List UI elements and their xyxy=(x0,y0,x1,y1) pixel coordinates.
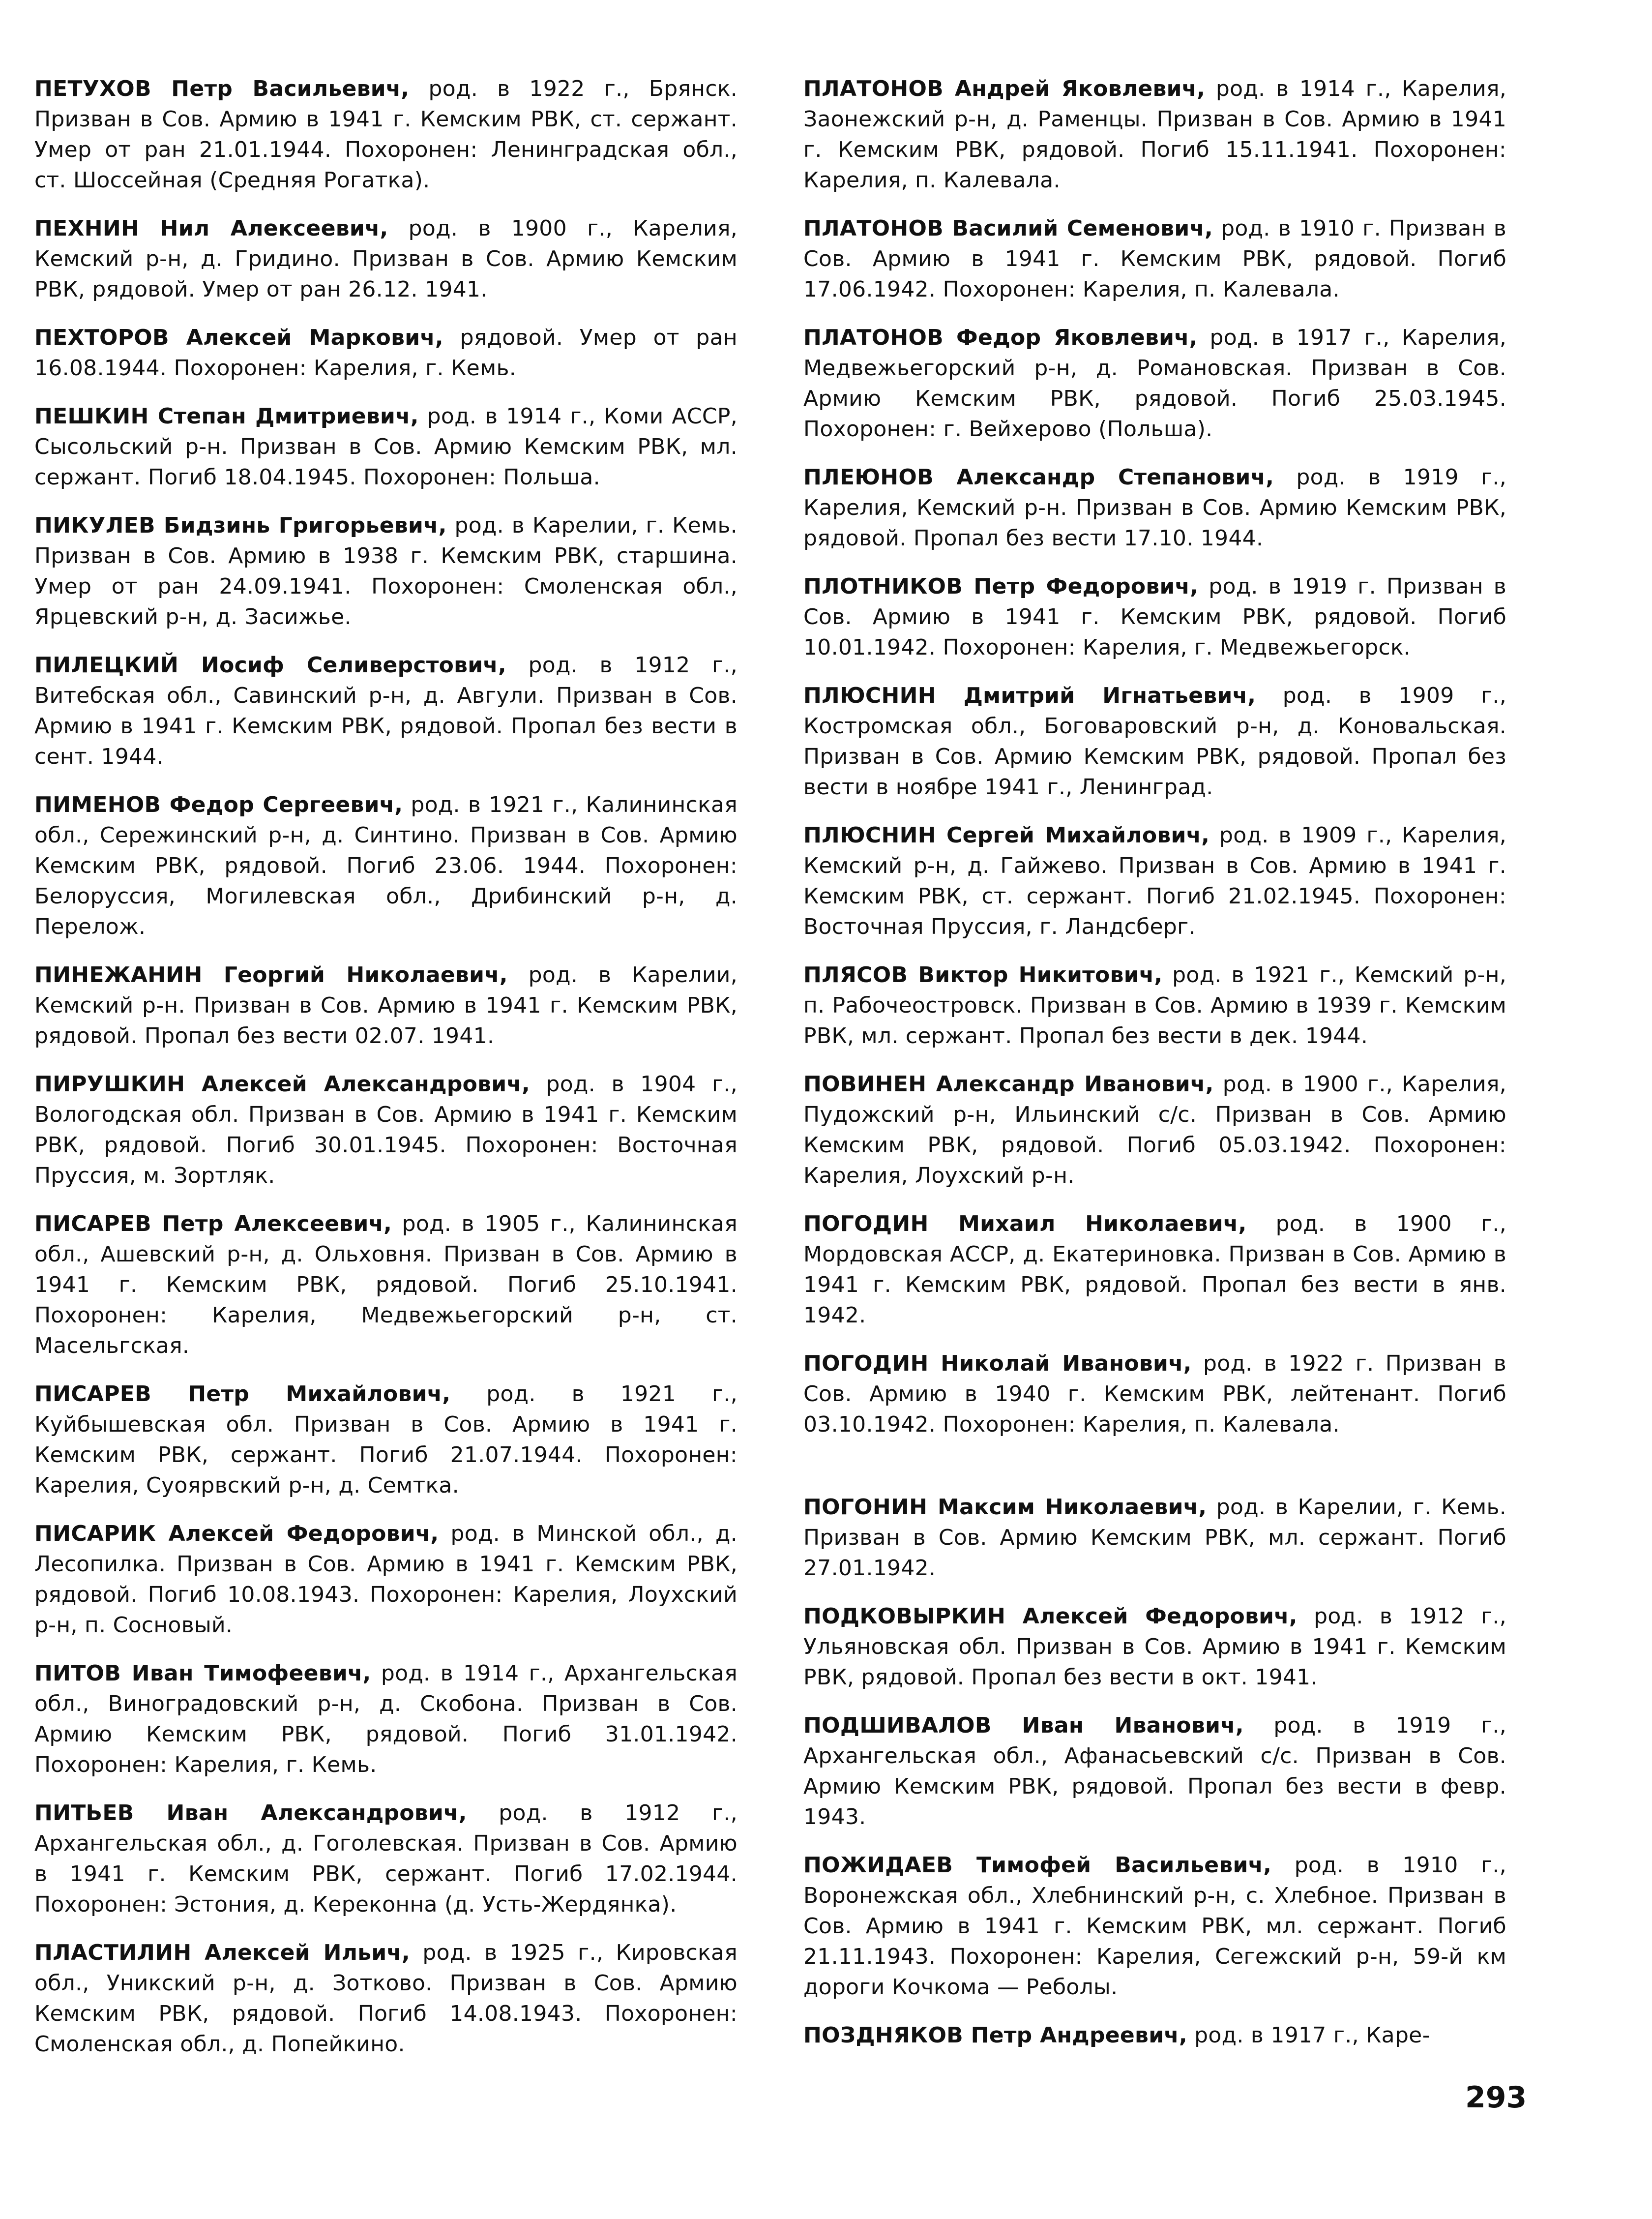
biography-entry xyxy=(34,1798,738,1920)
biography-entry xyxy=(803,1710,1506,1832)
person-name: ПИСАРЕВ Петр Михайлович, xyxy=(34,1381,451,1407)
biography-entry xyxy=(34,74,738,196)
left-column xyxy=(34,74,738,2077)
person-details: род. в 1917 г., Карелия, Медвежьегорский р-н, д. Романовская. Призван в Сов. Армию Кемским РВК, рядовой. Погиб 25.03.1945. Похоронен: г. Вейхерово (Польша). xyxy=(803,325,1506,442)
person-details: род. в 1910 г. Призван в Сов. Армию в 1941 г. Кемским РВК, рядовой. Погиб 17.06.1942. Похоронен: Карелия, п. Калевала. xyxy=(803,216,1506,302)
biography-entry xyxy=(803,820,1506,942)
person-details: род. в 1912 г., Архангельская обл., д. Гоголевская. Призван в Сов. Армию в 1941 г. Кемским РВК, сержант. Погиб 17.02.1944. Похоронен: Эстония, д. Кереконна (д. Усть-Жердянка). xyxy=(34,1800,738,1917)
person-name: ПОГОДИН Николай Иванович, xyxy=(803,1351,1192,1376)
biography-entry xyxy=(34,510,738,632)
person-name: ПЛЮСНИН Сергей Михайлович, xyxy=(803,823,1210,848)
person-details: род. в 1900 г., Карелия, Кемский р-н, д. Гридино. Призван в Сов. Армию Кемским РВК, рядовой. Умер от ран 26.12. 1941. xyxy=(34,216,738,302)
person-name: ПЛОТНИКОВ Петр Федорович, xyxy=(803,574,1199,599)
biography-entry xyxy=(803,2020,1506,2051)
biography-entry xyxy=(34,213,738,305)
person-name: ПЛАТОНОВ Федор Яковлевич, xyxy=(803,325,1198,350)
person-details: род. в 1905 г., Калининская обл., Ашевский р-н, д. Ольховня. Призван в Сов. Армию в 1941 г. Кемским РВК, рядовой. Погиб 25.10.1941. Похоронен: Карелия, Медвежьегорский р-н, ст. Масельгская. xyxy=(34,1211,738,1358)
person-name: ПОГОДИН Михаил Николаевич, xyxy=(803,1211,1247,1236)
biography-entry xyxy=(34,323,738,384)
person-name: ПЛАТОНОВ Василий Семенович, xyxy=(803,216,1213,241)
biography-entry xyxy=(34,1209,738,1361)
person-details: рядовой. Умер от ран 16.08.1944. Похоронен: Карелия, г. Кемь. xyxy=(34,325,738,381)
biography-entry xyxy=(803,571,1506,663)
right-column xyxy=(803,74,1506,2069)
person-details: род. в 1919 г., Карелия, Кемский р-н. Призван в Сов. Армию Кемским РВК, рядовой. Пропал без вести 17.10. 1944. xyxy=(803,465,1506,551)
person-details: род. в 1917 г., Каре- xyxy=(1187,2023,1430,2048)
biography-entry xyxy=(803,213,1506,305)
biography-entry xyxy=(803,1492,1506,1584)
person-name: ПЕТУХОВ Петр Васильевич, xyxy=(34,76,410,101)
person-details: род. в 1922 г. Призван в Сов. Армию в 1940 г. Кемским РВК, лейтенант. Погиб 03.10.1942. Похоронен: Карелия, п. Калевала. xyxy=(803,1351,1506,1437)
column-spacer xyxy=(803,1458,1506,1492)
biography-entry xyxy=(34,960,738,1051)
person-details: род. в 1921 г., Куйбышевская обл. Призван в Сов. Армию в 1941 г. Кемским РВК, сержант. Погиб 21.07.1944. Похоронен: Карелия, Суоярвский р-н, д. Семтка. xyxy=(34,1381,738,1498)
biography-entry xyxy=(34,1379,738,1501)
person-name: ПИСАРИК Алексей Федорович, xyxy=(34,1521,439,1546)
person-name: ПИСАРЕВ Петр Алексеевич, xyxy=(34,1211,392,1236)
person-details: род. в Карелии, г. Кемь. Призван в Сов. Армию Кемским РВК, мл. сержант. Погиб 27.01.1942. xyxy=(803,1495,1506,1581)
person-details: род. в 1904 г., Вологодская обл. Призван в Сов. Армию в 1941 г. Кемским РВК, рядовой. Погиб 30.01.1945. Похоронен: Восточная Пруссия, м. Зортляк. xyxy=(34,1072,738,1188)
person-details: род. в 1922 г., Брянск. Призван в Сов. Армию в 1941 г. Кемским РВК, ст. сержант. Умер от ран 21.01.1944. Похоронен: Ленинградская обл., ст. Шоссейная (Средняя Рогатка). xyxy=(34,76,738,193)
person-details: род. в 1900 г., Мордовская АССР, д. Екатериновка. Призван в Сов. Армию в 1941 г. Кемским РВК, рядовой. Пропал без вести в янв. 1942. xyxy=(803,1211,1506,1328)
biography-entry xyxy=(34,1938,738,2060)
person-name: ПЛЕЮНОВ Александр Степанович, xyxy=(803,465,1274,490)
person-details: род. в 1919 г. Призван в Сов. Армию в 1941 г. Кемским РВК, рядовой. Погиб 10.01.1942. Похоронен: Карелия, г. Медвежьегорск. xyxy=(803,574,1506,660)
person-name: ПИРУШКИН Алексей Александрович, xyxy=(34,1072,530,1097)
person-details: род. в 1925 г., Кировская обл., Уникский р-н, д. Зотково. Призван в Сов. Армию Кемским РВК, рядовой. Погиб 14.08.1943. Похоронен: Смоленская обл., д. Попейкино. xyxy=(34,1940,738,2057)
person-name: ПОЗДНЯКОВ Петр Андреевич, xyxy=(803,2023,1187,2048)
biography-entry xyxy=(34,650,738,772)
biography-entry xyxy=(803,74,1506,196)
person-name: ПИНЕЖАНИН Георгий Николаевич, xyxy=(34,962,508,988)
person-name: ПЛЯСОВ Виктор Никитович, xyxy=(803,962,1163,988)
person-details: род. в Минской обл., д. Лесопилка. Призван в Сов. Армию в 1941 г. Кемским РВК, рядовой. Погиб 10.08.1943. Похоронен: Карелия, Лоухский р-н, п. Сосновый. xyxy=(34,1521,738,1638)
person-name: ПЕШКИН Степан Дмитриевич, xyxy=(34,404,419,429)
person-details: род. в 1914 г., Архангельская обл., Виноградовский р-н, д. Скобона. Призван в Сов. Армию Кемским РВК, рядовой. Погиб 31.01.1942. Похоронен: Карелия, г. Кемь. xyxy=(34,1661,738,1777)
biography-entry xyxy=(34,1069,738,1191)
person-name: ПИЛЕЦКИЙ Иосиф Селиверстович, xyxy=(34,653,506,678)
biography-entry xyxy=(803,681,1506,803)
biography-entry xyxy=(803,960,1506,1051)
person-details: род. в 1914 г., Карелия, Заонежский р-н, д. Раменцы. Призван в Сов. Армию в 1941 г. Кемским РВК, рядовой. Погиб 15.11.1941. Похоронен: Карелия, п. Калевала. xyxy=(803,76,1506,193)
person-name: ПОДКОВЫРКИН Алексей Федорович, xyxy=(803,1604,1298,1629)
person-details: род. в 1921 г., Калининская обл., Сережинский р-н, д. Синтино. Призван в Сов. Армию Кемским РВК, рядовой. Погиб 23.06. 1944. Похоронен: Белоруссия, Могилевская обл., Дрибинский р-н, д. Перелож. xyxy=(34,792,738,939)
person-details: род. в Карелии, г. Кемь. Призван в Сов. Армию в 1938 г. Кемским РВК, старшина. Умер от ран 24.09.1941. Похоронен: Смоленская обл., Ярцевский р-н, д. Засижье. xyxy=(34,513,738,630)
person-name: ПИТЬЕВ Иван Александрович, xyxy=(34,1800,467,1826)
person-name: ПЛАСТИЛИН Алексей Ильич, xyxy=(34,1940,411,1965)
person-details: род. в 1914 г., Коми АССР, Сысольский р-н. Призван в Сов. Армию Кемским РВК, мл. сержант. Погиб 18.04.1945. Похоронен: Польша. xyxy=(34,404,738,490)
person-name: ПОДШИВАЛОВ Иван Иванович, xyxy=(803,1713,1244,1738)
person-name: ПОГОНИН Максим Николаевич, xyxy=(803,1495,1207,1520)
page-number: 293 xyxy=(1465,2080,1527,2115)
person-name: ПИМЕНОВ Федор Сергеевич, xyxy=(34,792,403,817)
biography-entry xyxy=(803,462,1506,554)
person-details: род. в 1900 г., Карелия, Пудожский р-н, Ильинский с/с. Призван в Сов. Армию Кемским РВК, рядовой. Погиб 05.03.1942. Похоронен: Карелия, Лоухский р-н. xyxy=(803,1072,1506,1188)
person-details: род. в 1909 г., Костромская обл., Боговаровский р-н, д. Коновальская. Призван в Сов. Армию Кемским РВК, рядовой. Пропал без вести в ноябре 1941 г., Ленинград. xyxy=(803,683,1506,800)
person-name: ПЕХТОРОВ Алексей Маркович, xyxy=(34,325,443,350)
person-name: ПИТОВ Иван Тимофеевич, xyxy=(34,1661,371,1686)
person-name: ПЛАТОНОВ Андрей Яковлевич, xyxy=(803,76,1206,101)
person-details: род. в 1909 г., Карелия, Кемский р-н, д. Гайжево. Призван в Сов. Армию в 1941 г. Кемским РВК, ст. сержант. Погиб 21.02.1945. Похоронен: Восточная Пруссия, г. Ландсберг. xyxy=(803,823,1507,939)
biography-entry xyxy=(803,323,1506,445)
biography-entry xyxy=(803,1850,1506,2003)
person-name: ПЕХНИН Нил Алексеевич, xyxy=(34,216,388,241)
person-details: род. в 1921 г., Кемский р-н, п. Рабочеостровск. Призван в Сов. Армию в 1939 г. Кемским РВК, мл. сержант. Пропал без вести в дек. 1944. xyxy=(803,962,1507,1049)
biography-entry xyxy=(34,401,738,493)
biography-entry xyxy=(34,1658,738,1780)
biography-entry xyxy=(34,1519,738,1641)
person-name: ПОЖИДАЕВ Тимофей Васильевич, xyxy=(803,1853,1272,1878)
person-name: ПИКУЛЕВ Бидзинь Григорьевич, xyxy=(34,513,447,538)
person-details: род. в 1919 г., Архангельская обл., Афанасьевский с/с. Призван в Сов. Армию Кемским РВК, рядовой. Пропал без вести в февр. 1943. xyxy=(803,1713,1506,1829)
person-details: род. в Карелии, Кемский р-н. Призван в Сов. Армию в 1941 г. Кемским РВК, рядовой. Пропал без вести 02.07. 1941. xyxy=(34,962,738,1049)
biography-entry xyxy=(803,1349,1506,1440)
biography-entry xyxy=(803,1069,1506,1191)
biography-entry xyxy=(803,1601,1506,1693)
person-name: ПЛЮСНИН Дмитрий Игнатьевич, xyxy=(803,683,1256,708)
biography-entry xyxy=(803,1209,1506,1331)
person-details: род. в 1912 г., Витебская обл., Савинский р-н, д. Авгули. Призван в Сов. Армию в 1941 г. Кемским РВК, рядовой. Пропал без вести в сент. 1944. xyxy=(34,653,738,769)
person-name: ПОВИНЕН Александр Иванович, xyxy=(803,1072,1214,1097)
person-details: род. в 1910 г., Воронежская обл., Хлебнинский р-н, с. Хлебное. Призван в Сов. Армию в 1941 г. Кемским РВК, мл. сержант. Погиб 21.11.1943. Похоронен: Карелия, Сегежский р-н, 59-й км дороги Кочкома — Реболы. xyxy=(803,1853,1506,2000)
biography-entry xyxy=(34,790,738,942)
person-details: род. в 1912 г., Ульяновская обл. Призван в Сов. Армию в 1941 г. Кемским РВК, рядовой. Пропал без вести в окт. 1941. xyxy=(803,1604,1506,1690)
